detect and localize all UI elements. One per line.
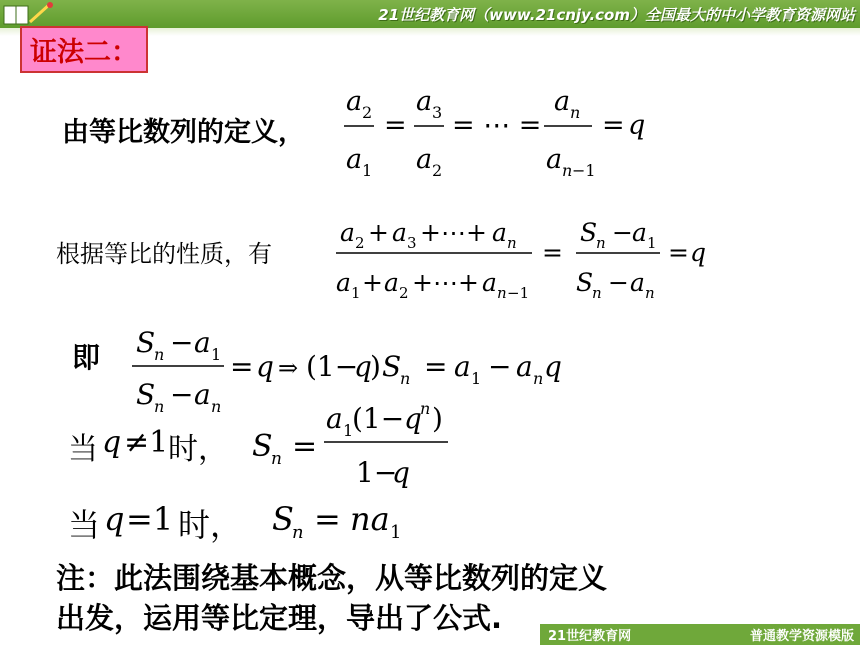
svg-text:n: n [645,284,655,302]
svg-text:≠1: ≠1 [124,425,169,460]
svg-text:−: − [170,378,194,411]
svg-text:a: a [194,326,211,359]
svg-text:1: 1 [351,284,361,302]
svg-text:n: n [533,369,544,388]
svg-text:S: S [272,500,294,538]
svg-text:): ) [432,402,443,435]
svg-text:+⋯+: +⋯+ [412,268,479,297]
svg-text:S: S [576,268,594,297]
svg-text:): ) [370,350,381,383]
svg-text:1: 1 [211,345,222,364]
note-line-1: 注：此法围绕基本概念，从等比数列的定义 [56,561,608,595]
sum-formula-q-not-1 [248,396,478,496]
svg-text:n: n [562,161,573,180]
svg-text:a: a [346,144,363,175]
svg-text:q: q [690,238,707,267]
svg-text:n: n [420,399,431,418]
case-q-eq-1-condition [102,496,182,542]
svg-text:2: 2 [432,161,443,180]
svg-text:q: q [256,350,274,383]
svg-text:⇒: ⇒ [278,354,299,382]
footer-left: 21世纪教育网 [548,629,632,644]
svg-text:(1−: (1− [352,402,405,435]
svg-text:n: n [596,234,606,252]
svg-text:2: 2 [355,234,365,252]
banner-title: 21世纪教育网（www.21cnjy.com）全国最大的中小学教育资源网站 [378,6,855,24]
svg-text:a: a [416,86,433,117]
svg-text:n: n [292,522,304,543]
svg-text:q: q [404,402,422,435]
svg-text:=: = [384,110,407,141]
svg-text:+⋯+: +⋯+ [420,218,487,247]
proof-label [20,26,148,73]
svg-text:q: q [354,350,372,383]
footer-right: 普通教学资源模版 [749,629,854,644]
svg-text:3: 3 [432,103,443,122]
svg-text:=: = [230,350,254,383]
svg-text:a: a [546,144,563,175]
svg-text:=: = [602,110,625,141]
svg-text:+: + [362,268,383,297]
svg-text:a: a [632,218,647,247]
svg-text:q: q [392,456,410,489]
svg-text:=1: =1 [126,500,174,538]
svg-text:1: 1 [471,369,482,388]
svg-text:1: 1 [647,234,657,252]
svg-text:S: S [136,326,156,359]
svg-text:= ⋯ =: = ⋯ = [452,110,542,141]
svg-text:a: a [516,350,533,383]
svg-text:3: 3 [407,234,417,252]
svg-text:1: 1 [362,161,373,180]
svg-text:=: = [424,350,448,383]
svg-text:n: n [497,284,507,302]
svg-text:n: n [400,369,411,388]
svg-text:n: n [592,284,602,302]
svg-text:S: S [580,218,598,247]
svg-text:n: n [154,345,165,364]
svg-text:−1: −1 [572,161,596,180]
svg-text:S: S [136,378,156,411]
svg-text:1: 1 [390,522,402,543]
ratio-equality-formula [340,80,670,180]
svg-text:a: a [554,86,571,117]
svg-text:a: a [340,218,355,247]
svg-text:n: n [211,397,222,416]
svg-text:q: q [102,425,122,460]
svg-text:−: − [608,268,629,297]
svg-text:n: n [154,397,165,416]
svg-text:+: + [368,218,389,247]
svg-text:S: S [382,350,402,383]
case-q-not-1-suffix: 时， [168,432,228,467]
svg-text:n: n [271,449,282,469]
svg-text:a: a [326,402,343,435]
svg-text:na: na [350,500,390,538]
svg-text:q: q [544,350,562,383]
svg-text:q: q [104,500,125,538]
note-line-2: 出发，运用等比定理，导出了公式. [56,601,503,635]
footer-text [548,625,854,644]
svg-text:a: a [194,378,211,411]
svg-text:n: n [507,234,517,252]
definition-text: 由等比数列的定义， [62,117,305,148]
svg-text:−: − [170,326,194,359]
svg-text:2: 2 [362,103,373,122]
svg-text:2: 2 [399,284,409,302]
svg-text:a: a [392,218,407,247]
svg-text:1−: 1− [356,456,398,489]
svg-text:q: q [628,110,646,141]
svg-text:a: a [336,268,351,297]
svg-text:(1−: (1− [306,350,359,383]
property-text: 根据等比的性质，有 [56,240,272,268]
svg-text:a: a [492,218,507,247]
case-q-eq-1-prefix: 当 [68,506,101,544]
case-q-eq-1-suffix: 时， [178,506,243,544]
svg-text:−1: −1 [507,284,530,302]
svg-text:−: − [488,350,512,383]
svg-text:a: a [416,144,433,175]
svg-text:1: 1 [343,421,354,440]
svg-text:=: = [542,238,563,267]
svg-text:=: = [292,429,318,464]
sum-ratio-formula [332,205,722,305]
svg-text:a: a [454,350,471,383]
proof-label-text: 证法二： [30,37,138,68]
svg-text:=: = [314,500,341,538]
svg-text:a: a [384,268,399,297]
svg-text:n: n [570,103,581,122]
svg-text:a: a [482,268,497,297]
svg-text:S: S [252,429,273,464]
svg-text:=: = [668,238,689,267]
svg-text:−: − [612,218,633,247]
svg-text:a: a [630,268,645,297]
namely-text: 即 [72,341,101,374]
sum-formula-q-eq-1 [268,494,428,544]
svg-text:a: a [346,86,363,117]
case-q-not-1-prefix: 当 [68,432,98,467]
